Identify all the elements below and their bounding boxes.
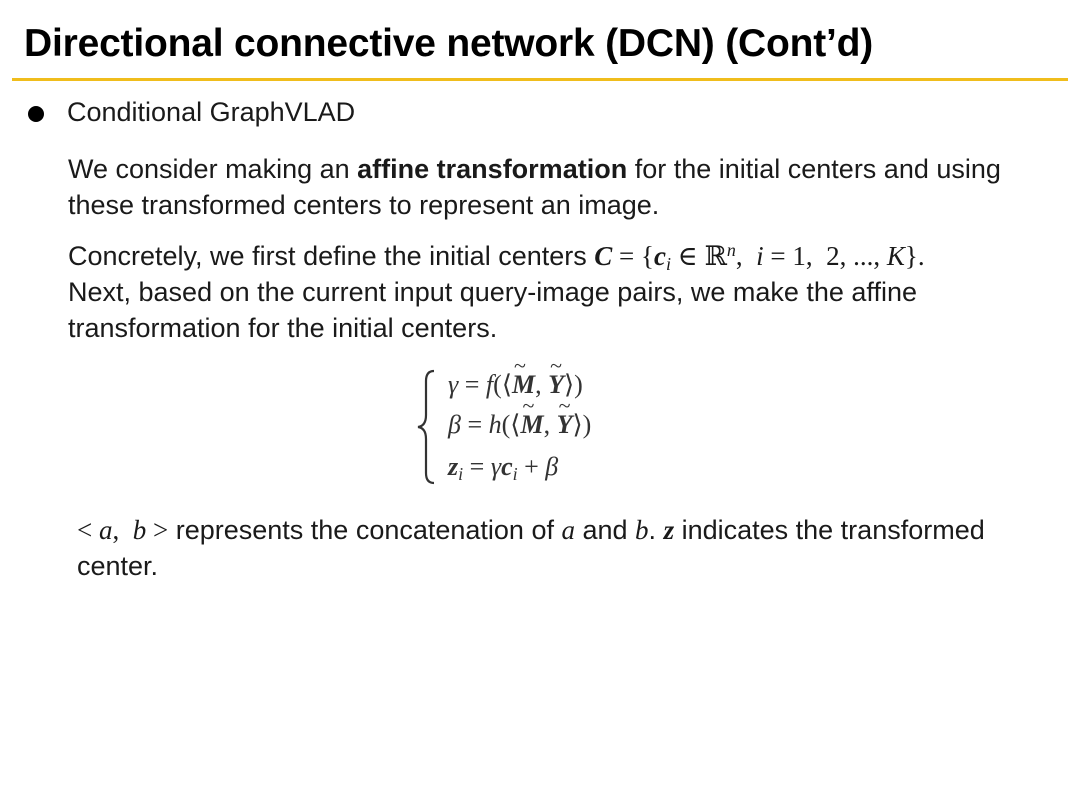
paragraph-affine bbox=[68, 151, 1058, 223]
paragraph-affine-lead: We consider making an bbox=[68, 154, 358, 184]
paragraph-affine-trail: for the initial centers and using these transformed centers to represent an image. bbox=[68, 154, 1001, 220]
title-underline bbox=[12, 78, 1068, 81]
slide-title: Directional connective network (DCN) (Cont’d) bbox=[24, 22, 874, 65]
paragraph-centers-line1: Concretely, we first define the initial centers $C = \{c_i$ ∈ ℝ$^n$, i = 1, 2, ..., K}. bbox=[68, 240, 925, 274]
paragraph-concat-part2: and bbox=[574, 515, 636, 545]
paragraph-centers-lead: Concretely, we first define the initial centers bbox=[68, 241, 595, 271]
equation-z: $z_i = \gamma c_i + \beta$ bbox=[448, 452, 559, 484]
equation-gamma: γ = f(⟨~ M, ~ Y⟩) bbox=[448, 370, 583, 400]
paragraph-concat: < a, b > represents the concatenation of a and b. z indicates the transformed center. bbox=[77, 515, 985, 581]
equation-beta: β = h(⟨~ M, ~ Y⟩) bbox=[448, 410, 591, 440]
paragraph-centers-trail: Next, based on the current input query-image pairs, we make the affine transformation for the initial centers. bbox=[68, 277, 917, 343]
bullet-heading: Conditional GraphVLAD bbox=[67, 97, 356, 127]
left-brace-icon bbox=[414, 368, 442, 486]
paragraph-concat-part3: indicates the transformed center. bbox=[77, 515, 985, 581]
paragraph-centers bbox=[68, 238, 1068, 346]
paragraph-concat-part1: represents the concatenation of bbox=[168, 515, 562, 545]
bullet-dot-icon bbox=[28, 106, 44, 122]
paragraph-affine-emphasis: affine transformation bbox=[357, 154, 628, 184]
equation-system bbox=[414, 368, 654, 486]
